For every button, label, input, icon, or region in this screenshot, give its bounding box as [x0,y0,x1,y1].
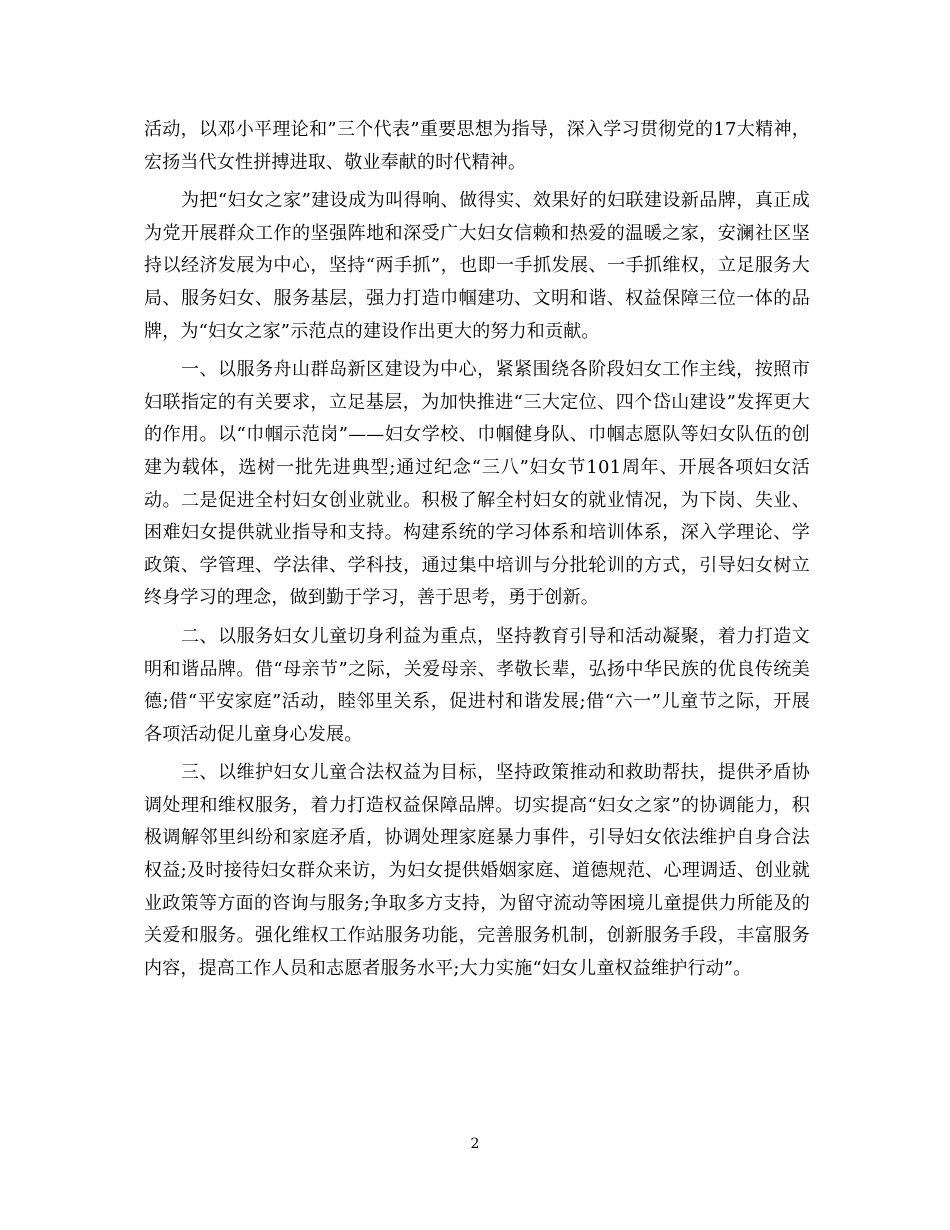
paragraph-continuation: 活动，以邓小平理论和”三个代表”重要思想为指导，深入学习贯彻党的17大精神，宏扬当代女性拼搏进取、敬业奉献的时代精神。 [144,119,810,173]
page-number: 2 [470,1136,480,1152]
paragraph-section-one: 一、以服务舟山群岛新区建设为中心，紧紧围绕各阶段妇女工作主线，按照市妇联指定的有关要求，立足基层，为加快推进“三大定位、四个岱山建设”发挥更大的作用。以“巾帼示范岗”——妇女学校、巾帼健身队、巾帼志愿队等妇女队伍的创建为载体，选树一批先进典型;通过纪念“三八”妇女节101周年、开展各项妇女活动。二是促进全村妇女创业就业。积极了解全村妇女的就业情况，为下岗、失业、困难妇女提供就业指导和支持。构建系统的学习体系和培训体系，深入学理论、学政策、学管理、学法律、学科技，通过集中培训与分批轮训的方式，引导妇女树立终身学习的理念，做到勤于学习，善于思考，勇于创新。 [144,359,810,609]
paragraph-section-two: 二、以服务妇女儿童切身利益为重点，坚持教育引导和活动凝聚，着力打造文明和谐品牌。借“母亲节”之际，关爱母亲、孝敬长辈，弘扬中华民族的优良传统美德;借“平安家庭”活动，睦邻里关系，促进村和谐发展;借“六一”儿童节之际，开展各项活动促儿童身心发展。 [144,625,810,745]
document-body [144,114,810,991]
paragraph-section-three: 三、以维护妇女儿童合法权益为目标，坚持政策推动和救助帮扶，提供矛盾协调处理和维权服务，着力打造权益保障品牌。切实提高“妇女之家”的协调能力，积极调解邻里纠纷和家庭矛盾，协调处理家庭暴力事件，引导妇女依法维护自身合法权益;及时接待妇女群众来访，为妇女提供婚姻家庭、道德规范、心理调适、创业就业政策等方面的咨询与服务;争取多方支持，为留守流动等困境儿童提供力所能及的关爱和服务。强化维权工作站服务功能，完善服务机制，创新服务手段，丰富服务内容，提高工作人员和志愿者服务水平;大力实施“妇女儿童权益维护行动”。 [144,762,810,979]
paragraph-womens-home: 为把“妇女之家”建设成为叫得响、做得实、效果好的妇联建设新品牌，真正成为党开展群众工作的坚强阵地和深受广大妇女信赖和热爱的温暖之家，安澜社区坚持以经济发展为中心，坚持“两手抓”，也即一手抓发展、一手抓维权，立足服务大局、服务妇女、服务基层，强力打造巾帼建功、文明和谐、权益保障三位一体的品牌，为“妇女之家”示范点的建设作出更大的努力和贡献。 [144,190,810,342]
